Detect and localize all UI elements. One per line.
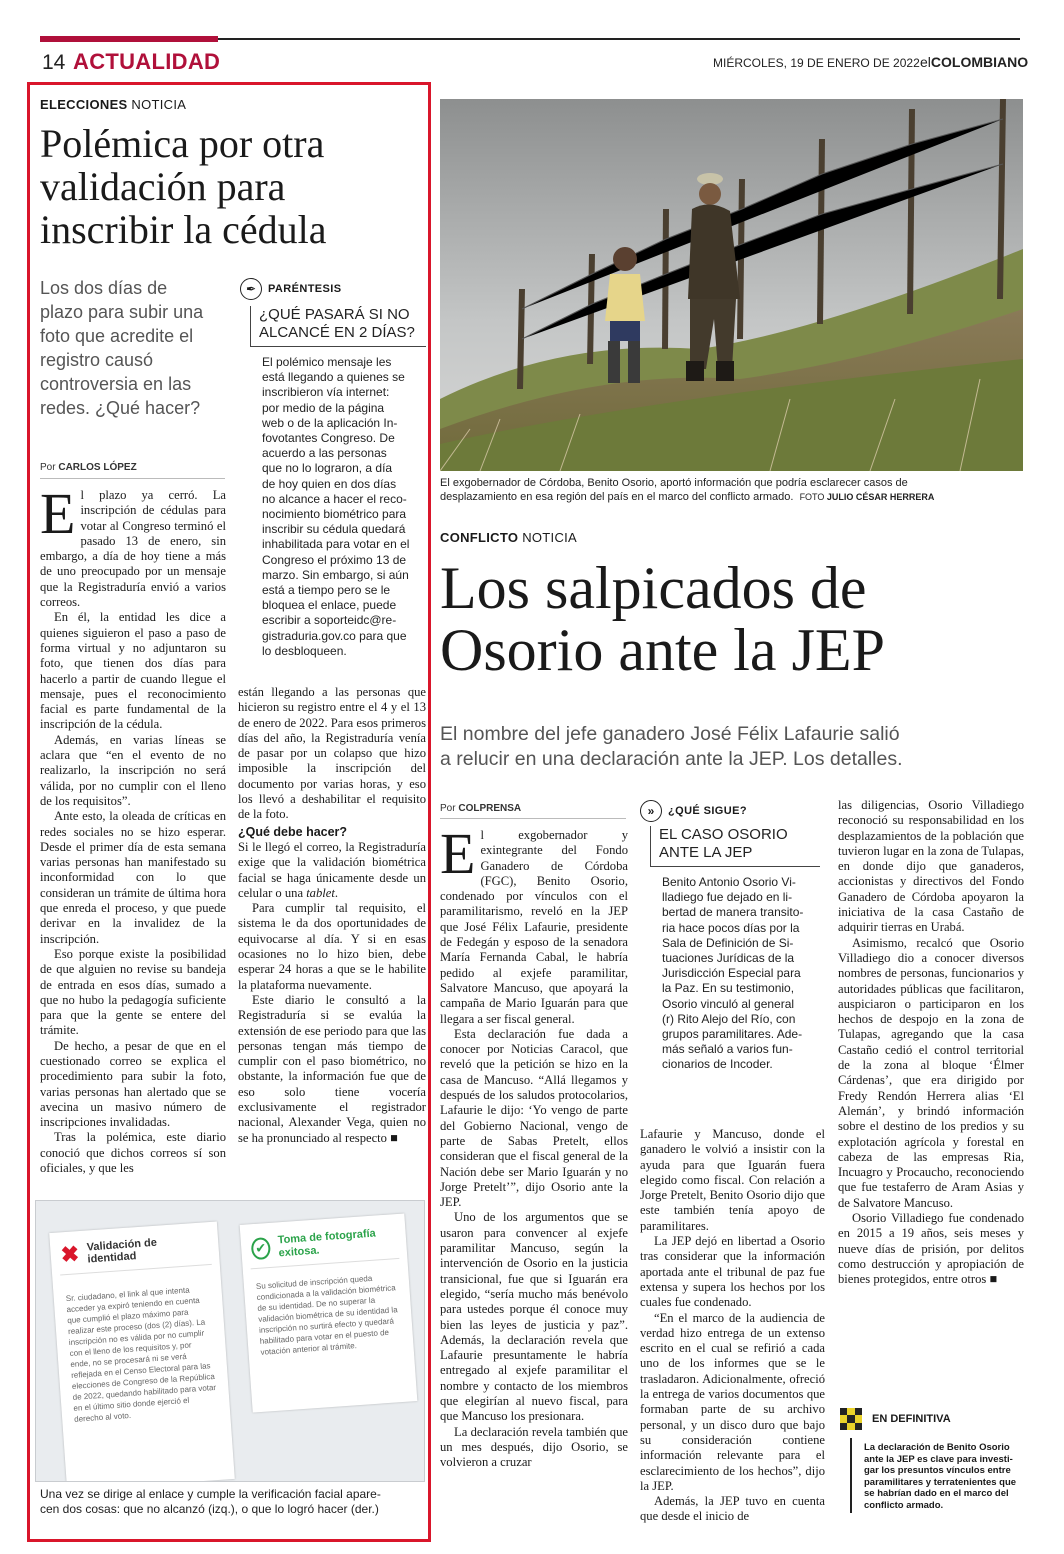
right-sidebar bbox=[640, 800, 820, 1073]
right-kicker-rest: NOTICIA bbox=[518, 530, 578, 545]
right-sidebar-line: bertad de manera transito- bbox=[662, 905, 804, 920]
end-mark: ■ bbox=[390, 1130, 398, 1145]
left-headline-line: inscribir la cédula bbox=[40, 207, 327, 252]
right-deck bbox=[440, 722, 1030, 772]
left-byline-rule bbox=[40, 478, 225, 479]
right-paragraph: “En el marco de la audiencia de verdad hizo entrega de un extenso escrito en el cual se refirió a cada uno de los informes que se le trasladaron. Adicionalmente, ofreció la entrega de varios documentos que formaban parte de su archivo personal, y un disco duro que bajo su consideración contiene información relevante para el esclarecimiento de los hechos”, dijo la JEP. bbox=[640, 1310, 825, 1493]
right-article-col1 bbox=[440, 828, 628, 1528]
right-deck-line: El nombre del jefe ganadero José Félix Lafaurie salió bbox=[440, 723, 900, 745]
photo-field-scene bbox=[440, 99, 1023, 471]
left-sidebar-line: marzo. Sin embargo, si aún bbox=[262, 567, 409, 582]
right-sidebar-title-line: ANTE LA JEP bbox=[659, 844, 753, 861]
photo-caption bbox=[440, 476, 1025, 504]
left-sidebar-line: está llegando a quienes se bbox=[262, 370, 405, 385]
screen-card-success-text: Su solicitud de inscripción queda condicionada a la validación biométrica de su identidad. De no superar la validación biométrica de su identidad la inscripción no surtirá efecto y quedará habilitado para votar en el puesto de votación anterior al trámite. bbox=[255, 1273, 398, 1357]
left-deck-line: redes. ¿Qué hacer? bbox=[40, 398, 201, 418]
left-sidebar-line: no alcance a hacer el reco- bbox=[262, 491, 407, 506]
left-deck-line: plazo para subir una bbox=[40, 302, 204, 322]
right-sidebar-line: ria hace pocos días por la bbox=[662, 920, 800, 935]
right-headline-line: Osorio ante la JEP bbox=[440, 617, 885, 683]
right-paragraph: Esta declaración fue dada a conocer por Noticias Caracol, que reveló que la petición se hizo en la casa de Mancuso. “Allá llegamos y después de los saludos protocolarios, Lafaurie le dijo: ‘Yo vengo de parte del Gobierno Nacional, vengo de parte de Sabas Pretelt, ellos consideran que el fiscal general de la Nación debe ser Mario Iguarán y no Jorge Pretelt’”, dijo Osorio ante la JEP. bbox=[440, 1026, 628, 1210]
right-paragraph: l exgobernador y exintegrante del Fondo Ganadero de Córdoba (FGC), Benito Osorio, condenado por vínculos con el paramilitarismo, reveló en la JEP que José Félix Lafaurie, presidente de Fedegán y esposo de la senadora María Fernanda Cabal, le habría pedido al exjefe paramilitar, Salvatore Mancuso, que apoyará la campaña de Mario Iguarán para que llegara a ser fiscal general. bbox=[440, 828, 628, 1026]
screen-card-failed-title: Validación de identidad bbox=[86, 1236, 158, 1266]
pin-icon: ✒ bbox=[240, 278, 262, 300]
right-headline bbox=[440, 557, 1030, 681]
left-sidebar-line: El polémico mensaje les bbox=[262, 355, 392, 369]
right-sidebar-line: la Paz. En su testimonio, bbox=[662, 981, 795, 996]
right-sidebar-line: más señaló a varios fun- bbox=[662, 1042, 793, 1057]
right-deck-line: a relucir en una declaración ante la JEP. Los detalles. bbox=[440, 748, 903, 770]
right-sidebar-line: Jurisdicción Especial para bbox=[662, 966, 801, 981]
left-sidebar-body bbox=[262, 355, 426, 659]
left-sidebar-line: fovotantes Congreso. De bbox=[262, 431, 395, 446]
left-deck-line: Los dos días de bbox=[40, 278, 168, 298]
left-paragraph: Eso porque existe la posibilidad de que alguien no revise su bandeja de entrada en esos días, sumado a que no hubo la pedagogía suficiente para que la gente se entere del trámite. bbox=[40, 946, 226, 1038]
left-sidebar-label: PARÉNTESIS bbox=[268, 283, 342, 295]
right-sidebar-line: grupos paramilitares. Ade- bbox=[662, 1027, 803, 1042]
left-paragraph: l plazo ya cerró. La inscripción de cédulas para votar al Congreso terminó el pasado 13 de enero, sin embargo, a día de hoy tiene a más de uno preocupado por un mensaje que la Registraduría envió a varios correos. bbox=[40, 488, 226, 610]
screen-card-success-title: Toma de fotografía exitosa. bbox=[277, 1227, 377, 1260]
right-kicker-bold: CONFLICTO bbox=[440, 530, 519, 545]
check-circle-icon: ✔ bbox=[251, 1237, 271, 1260]
left-sidebar-line: acuerdo a las personas bbox=[262, 446, 387, 461]
left-headline bbox=[40, 122, 425, 251]
brand-logo bbox=[920, 54, 1028, 70]
screens-caption-line: cen dos cosas: que no alcanzó (izq.), o que lo logró hacer (der.) bbox=[40, 1502, 379, 1516]
left-sidebar-line: está a tiempo pero se le bbox=[262, 583, 391, 598]
summary-box bbox=[840, 1408, 1024, 1513]
checker-icon bbox=[840, 1408, 862, 1430]
right-article-col3 bbox=[838, 798, 1024, 1398]
left-deck-line: registro causó bbox=[40, 350, 154, 370]
right-sidebar-line: tuaciones Jurídicas de la bbox=[662, 951, 795, 966]
left-paragraph: Este diario le consultó a la Registraduría si se evalúa la extensión de ese periodo para que las personas tengan más tiempo de cumplir con el paso biométrico, no obstante, la información fue que de eso solo tiene vocería exclusivamente el registrador nacional, Alexander Vega, quien no se ha pronunciado al respecto bbox=[238, 992, 426, 1145]
right-sidebar-line: Sala de Definición de Si- bbox=[662, 935, 794, 950]
left-sidebar-line: lo desbloqueen. bbox=[262, 643, 347, 658]
left-headline-line: validación para bbox=[40, 164, 286, 209]
brand-name: COLOMBIANO bbox=[930, 54, 1029, 70]
right-paragraph: Además, la JEP tuvo en cuenta que desde el inicio de bbox=[640, 1494, 825, 1524]
right-sidebar-title-line: EL CASO OSORIO bbox=[659, 826, 788, 843]
right-paragraph: La declaración revela también que un mes después, dijo Osorio, se volvieron a cruzar bbox=[440, 1424, 628, 1470]
right-kicker bbox=[440, 530, 577, 545]
right-byline-rule bbox=[440, 818, 626, 819]
right-paragraph: las diligencias, Osorio Villadiego reconoció su responsabilidad en los desplazamientos de la población que tuvieron lugar en la zona de Tulapas, en donde dijo que ganaderos, accionistas y directivos del Fondo Ganadero de Córdoba apoyaron la iniciativa de la casa Castaño de adquirir tierras en Urabá. bbox=[838, 798, 1024, 935]
summary-line: La declaración de Benito Osorio bbox=[864, 1442, 1010, 1453]
left-paragraph: De hecho, a pesar de que en el cuestionado correo se explica el procedimiento para subir la foto, varias personas han alertado que se avecina un masivo número de inscripciones invalidadas. bbox=[40, 1038, 226, 1130]
left-article-col1 bbox=[40, 488, 226, 1208]
left-sidebar-line: bloquea el enlace, puede bbox=[262, 598, 397, 613]
left-paragraph: En él, la entidad les dice a quienes siguieron el paso a paso de forma virtual y no adjuntaron su foto, que tienen dos días para hacerlo a partir de cuando llegue el mensaje, pues el reconocimiento facial es parte fundamental de la inscripción de la cédula. bbox=[40, 610, 226, 732]
section-accent-bar bbox=[40, 36, 218, 42]
left-deck-line: controversia en las bbox=[40, 374, 192, 394]
left-paragraph: Tras la polémica, este diario conoció que dichos correos sí son oficiales, y que les bbox=[40, 1130, 226, 1176]
summary-text bbox=[850, 1438, 1024, 1513]
left-sidebar-line: Congreso el próximo 13 de bbox=[262, 552, 407, 567]
left-paragraph: Además, en varias líneas se aclara que “en el evento de no realizarlo, la inscripción no será válida, por no cumplir con el lleno de los requisitos”. bbox=[40, 732, 226, 808]
left-sidebar-line: web o de la aplicación In- bbox=[262, 415, 398, 430]
left-sidebar-line: por medio de la página bbox=[262, 400, 385, 415]
left-byline bbox=[40, 462, 137, 473]
left-sidebar-line: inhabilitada para votar en el bbox=[262, 537, 410, 552]
right-sidebar-line: lladiego fue dejado en li- bbox=[662, 890, 793, 905]
right-dropcap: E bbox=[440, 828, 476, 886]
left-headline-line: Polémica por otra bbox=[40, 121, 325, 166]
left-sidebar-line: inscribieron vía internet: bbox=[262, 385, 390, 400]
right-paragraph: Osorio Villadiego fue condenado en 2015 a 19 años, seis meses y nueve días de prisión, por delitos como destrucción y apropiación de bienes protegidos, entre otros bbox=[838, 1211, 1024, 1287]
left-sidebar-line: nocimiento biométrico para bbox=[262, 507, 407, 522]
left-paragraph-part: Si le llegó el correo, la Registraduría exige que la validación biométrica facial se haga únicamente desde un celular o una bbox=[238, 839, 426, 900]
article-photo bbox=[440, 99, 1023, 471]
left-article-col2 bbox=[238, 685, 426, 1205]
left-paragraph: Ante esto, la oleada de críticas en redes sociales no se hizo esperar. Desde el primer día de esta semana varias personas han manifestado su inconformidad con lo que consideran un trámite de última hora que enreda el proceso, y que puede derivar en la invalidez de la inscripción. bbox=[40, 809, 226, 946]
right-sidebar-line: (r) Rito Alejo del Río, con bbox=[662, 1011, 796, 1026]
left-sidebar-line: inscribir su cédula quedará bbox=[262, 522, 406, 537]
left-sidebar-title-line: ¿QUÉ PASARÁ SI NO bbox=[259, 306, 410, 323]
right-sidebar-label: ¿QUÉ SIGUE? bbox=[668, 805, 747, 817]
left-byline-name: CARLOS LÓPEZ bbox=[58, 462, 137, 473]
left-sidebar-line: que no lo lograron, a día bbox=[262, 461, 393, 476]
left-dropcap: E bbox=[40, 488, 76, 546]
left-paragraph: Para cumplir tal requisito, el sistema le da dos oportunidades de equivocarse al día. Y si en esas ocasiones no lo hizo bien, debe esperar 24 horas a que se le habilite la plataforma nuevamente. bbox=[238, 901, 426, 992]
screens-image bbox=[35, 1200, 425, 1482]
right-paragraph: Asimismo, recalcó que Osorio Villadiego dio a conocer diversos nombres de personas, funcionarios y autoridades públicas que facilitaron, auspiciaron o participaron en los hechos de despojo en la zona de Tulapas, agregando que la casa Castaño cedió el control territorial de la zona al bloque ‘Élmer Cárdenas’, que era dirigido por Fredy Rendón Herrera alias ‘El Alemán’, y brindó información sobre el destino de los predios y su explotación agrícola y forestal en cabeza de las empresas Ria, Incuagro y Procaucho, reconociendo que fue testaferro de Aram Asias y de Salvatore Mancuso. bbox=[838, 935, 1024, 1210]
screen-card-failed-text: Sr. ciudadano, el link al que intenta acceder ya expiró teniendo en cuenta que cumplió el plazo máximo para realizar este proceso (dos (2) días). La inscripción no es válida por no cumplir con el lleno de los requisitos y, por ende, no se procesará ni se verá reflejada en el Censo Electoral para las elecciones de Congreso de la República de 2022, quedando habilitado para votar en el último sitio donde ejerció el derecho al voto. bbox=[65, 1285, 217, 1424]
summary-label: EN DEFINITIVA bbox=[872, 1413, 951, 1425]
left-paragraph-em: tablet bbox=[306, 885, 335, 900]
summary-line: se habrían dado en el marco del bbox=[864, 1488, 1009, 1499]
right-paragraph: Lafaurie y Mancuso, donde el ganadero le volvió a insistir con la ayuda para que Iguarán fuera elegido como fiscal. Con relación a Jorge Pretelt, Benito Osorio dijo que este también tenía apoyo de paramilitares. bbox=[640, 1127, 825, 1233]
right-article-col2 bbox=[640, 1127, 825, 1527]
right-byline-name: COLPRENSA bbox=[458, 803, 522, 814]
right-headline-line: Los salpicados de bbox=[440, 555, 867, 621]
left-kicker-rest: NOTICIA bbox=[127, 97, 187, 112]
screens-caption bbox=[40, 1487, 425, 1517]
right-sidebar-line: Osorio vinculó al general bbox=[662, 996, 795, 1011]
photo-credit-prefix: FOTO bbox=[799, 492, 827, 502]
end-mark: ■ bbox=[989, 1272, 998, 1287]
brand-el: el bbox=[920, 54, 931, 70]
screen-card-failed bbox=[49, 1221, 235, 1482]
left-deck-line: foto que acredite el bbox=[40, 326, 194, 346]
left-byline-prefix: Por bbox=[40, 462, 59, 473]
left-kicker bbox=[40, 97, 186, 112]
summary-line: conflicto armado. bbox=[864, 1499, 944, 1511]
right-sidebar-body bbox=[662, 875, 820, 1073]
issue-date: MIÉRCOLES, 19 DE ENERO DE 2022 bbox=[713, 56, 920, 70]
right-sidebar-line: cionarios de Incoder. bbox=[662, 1057, 773, 1072]
left-sidebar-line: de hoy quien en dos días bbox=[262, 476, 397, 491]
screens-caption-line: Una vez se dirige al enlace y cumple la verificación facial apare- bbox=[40, 1487, 381, 1501]
photo-credit-name: JULIO CÉSAR HERRERA bbox=[826, 492, 935, 502]
right-byline bbox=[440, 803, 521, 814]
page-number: 14 bbox=[42, 51, 66, 74]
screen-card-success bbox=[240, 1213, 418, 1412]
right-paragraph: Uno de los argumentos que se usaron para convencer al exjefe paramilitar Mancuso, según la intervención de Osorio en la justicia transicional, fue que si Iguarán era elegido, “sería mucho más benévolo para ustedes porque él conoce muy bien las leyes de justicia y paz”. Además, la declaración revela que Lafaurie presuntamente le habría entregado al exjefe paramilitar el nombre y contacto de los miembros que elegirían al nuevo fiscal, para que Mancuso los presionara. bbox=[440, 1210, 628, 1424]
section-name: ACTUALIDAD bbox=[73, 49, 221, 74]
photo-caption-line: desplazamiento en esa región del país en el marco del conflicto armado. bbox=[440, 491, 794, 503]
left-sidebar bbox=[240, 278, 426, 659]
fast-forward-icon: » bbox=[640, 800, 662, 822]
left-subhead: ¿Qué debe hacer? bbox=[238, 824, 348, 839]
right-byline-prefix: Por bbox=[440, 803, 459, 814]
summary-line: paramilitares y terratenientes que bbox=[864, 1476, 1017, 1488]
left-paragraph: están llegando a las personas que hicieron su registro entre el 4 y el 13 de enero de 2022. Para esos primeros días del año, la Registraduría venía de pasar por un colapso que hizo imposible la inscripción del documento por varias horas, y eso los llevó a deshabilitar el requisito de la foto. bbox=[238, 685, 426, 822]
error-x-icon: ✖ bbox=[59, 1241, 81, 1268]
right-sidebar-line: Benito Antonio Osorio Vi- bbox=[662, 875, 796, 889]
left-deck bbox=[40, 276, 235, 420]
left-kicker-bold: ELECCIONES bbox=[40, 97, 128, 112]
left-sidebar-line: gistraduria.gov.co para que bbox=[262, 628, 407, 643]
photo-caption-line: El exgobernador de Córdoba, Benito Osorio, aportó información que podría esclarecer casos de bbox=[440, 477, 908, 489]
left-sidebar-title-line: ALCANCÉ EN 2 DÍAS? bbox=[259, 324, 415, 341]
right-paragraph: La JEP dejó en libertad a Osorio tras considerar que la información aportada ante el tribunal de paz fue extensa y supera los hechos por los cuales fue condenado. bbox=[640, 1234, 825, 1310]
summary-line: ante la JEP es clave para investi- bbox=[864, 1453, 1013, 1465]
left-sidebar-line: escribir a soporteidc@re- bbox=[262, 613, 397, 628]
left-paragraph-part: . bbox=[334, 885, 339, 900]
summary-line: gar los presuntos vínculos entre bbox=[864, 1465, 1011, 1476]
